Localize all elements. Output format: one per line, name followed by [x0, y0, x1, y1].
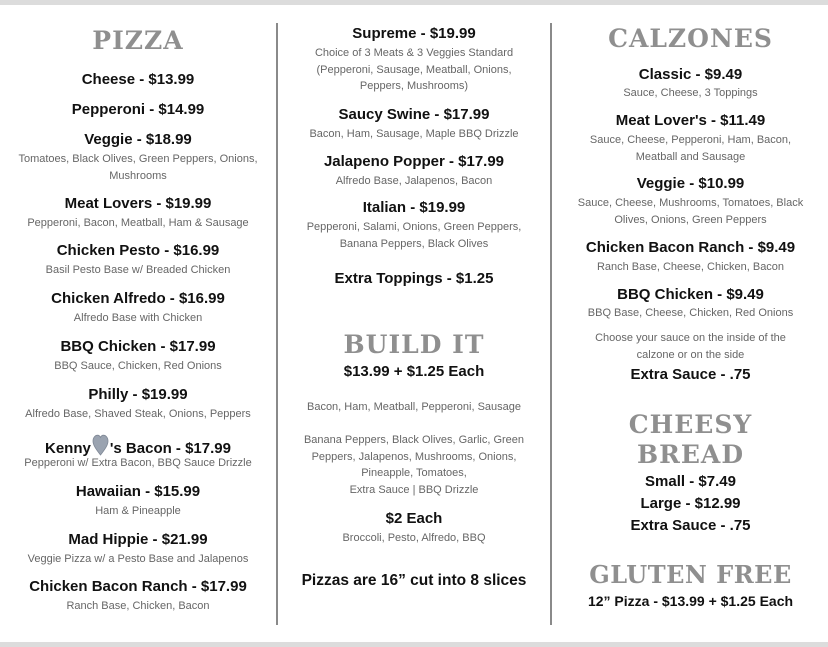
build-it-meats: Bacon, Ham, Meatball, Pepperoni, Sausage: [306, 401, 522, 413]
menu-item-desc: Basil Pesto Base w/ Breaded Chicken: [45, 264, 231, 276]
menu-item-name: Mad Hippie - $21.99: [68, 531, 208, 548]
menu-item-name: Chicken Bacon Ranch - $17.99: [29, 578, 247, 595]
menu-item-name: Italian - $19.99: [362, 199, 466, 216]
calzones-heading: CALZONES: [608, 24, 773, 53]
menu-item-name: BBQ Chicken - $9.49: [617, 286, 764, 303]
cheesy-bread-extra-sauce: Extra Sauce - .75: [630, 517, 751, 534]
pizza-size-note: Pizzas are 16” cut into 8 slices: [301, 572, 527, 589]
menu-item-desc: Alfredo Base with Chicken: [73, 312, 203, 324]
menu-item-name: Meat Lover's - $11.49: [615, 112, 766, 129]
menu-item-desc: Ham & Pineapple: [95, 505, 181, 517]
menu-item-desc: Sauce, Cheese, Mushrooms, Tomatoes, Black Olives, Onions, Green Peppers: [577, 197, 804, 226]
menu-item-name-part: 's Bacon - $17.99: [109, 440, 231, 457]
pizza-heading: PIZZA: [92, 26, 184, 55]
menu-item-name: Pepperoni - $14.99: [71, 101, 205, 118]
cheesy-bread-heading: CHEESY: [628, 410, 753, 439]
menu-item-name: Chicken Alfredo - $16.99: [51, 290, 225, 307]
menu-item-desc: Alfredo Base, Jalapenos, Bacon: [335, 175, 493, 187]
menu-item-name: Saucy Swine - $17.99: [338, 106, 490, 123]
cheesy-bread-heading: BREAD: [636, 440, 745, 469]
two-each-items: Broccoli, Pesto, Alfredo, BBQ: [342, 532, 486, 544]
menu-sheet: [0, 5, 828, 642]
build-it-heading: BUILD IT: [343, 330, 485, 359]
menu-item-desc: Choice of 3 Meats & 3 Veggies Standard (Pepperoni, Sausage, Meatball, Onions, Peppers, Mushrooms): [314, 47, 514, 92]
menu-item-desc: Pepperoni, Salami, Onions, Green Peppers, Banana Peppers, Black Olives: [306, 221, 522, 250]
menu-item-desc: Ranch Base, Cheese, Chicken, Bacon: [596, 261, 785, 273]
menu-item-name: Chicken Bacon Ranch - $9.49: [585, 239, 796, 256]
menu-item-name-part: Kenny: [45, 440, 91, 457]
build-it-sauces: Extra Sauce | BBQ Drizzle: [349, 484, 479, 496]
menu-item-desc: BBQ Sauce, Chicken, Red Onions: [54, 360, 222, 372]
menu-item-name: Supreme - $19.99: [352, 25, 476, 42]
menu-item-desc: Alfredo Base, Shaved Steak, Onions, Peppers: [25, 408, 251, 420]
menu-item-desc: Tomatoes, Black Olives, Green Peppers, Onions, Mushrooms: [18, 153, 258, 182]
gluten-free-heading: GLUTEN FREE: [589, 560, 792, 589]
menu-item-name: Classic - $9.49: [638, 66, 743, 83]
menu-item-name: Veggie - $18.99: [84, 131, 192, 148]
menu-item-name: Chicken Pesto - $16.99: [56, 242, 220, 259]
two-each-price: $2 Each: [385, 510, 443, 527]
calzone-extra-sauce: Extra Sauce - .75: [630, 366, 751, 383]
extra-toppings: Extra Toppings - $1.25: [334, 270, 494, 287]
column-divider: [550, 23, 552, 625]
build-it-price: $13.99 + $1.25 Each: [343, 363, 485, 380]
menu-item-desc: Sauce, Cheese, Pepperoni, Ham, Bacon, Meatball and Sausage: [589, 134, 792, 163]
gluten-free-price: 12” Pizza - $13.99 + $1.25 Each: [587, 593, 794, 609]
menu-item-name: Hawaiian - $15.99: [75, 483, 201, 500]
cheesy-bread-small: Small - $7.49: [645, 473, 736, 490]
sauce-note: Choose your sauce on the inside of the calzone or on the side: [595, 332, 786, 361]
menu-item-name: Philly - $19.99: [88, 386, 188, 403]
menu-item-desc: Bacon, Ham, Sausage, Maple BBQ Drizzle: [309, 128, 519, 140]
menu-item-name: BBQ Chicken - $17.99: [60, 338, 216, 355]
menu-item-desc: BBQ Base, Cheese, Chicken, Red Onions: [587, 307, 794, 319]
menu-item-desc: Veggie Pizza w/ a Pesto Base and Jalapenos: [27, 553, 249, 565]
menu-item-desc: Pepperoni, Bacon, Meatball, Ham & Sausage: [27, 217, 249, 229]
menu-item-name: Meat Lovers - $19.99: [64, 195, 212, 212]
build-it-veggies: Banana Peppers, Black Olives, Garlic, Green Peppers, Jalapenos, Mushrooms, Onions, Pineapple, Tomatoes,: [303, 434, 525, 479]
cheesy-bread-large: Large - $12.99: [640, 495, 741, 512]
menu-item-desc: Pepperoni w/ Extra Bacon, BBQ Sauce Drizzle: [24, 457, 252, 469]
menu-item-desc: Ranch Base, Chicken, Bacon: [66, 600, 210, 612]
menu-item-name: Veggie - $10.99: [636, 175, 745, 192]
menu-item-name: Cheese - $13.99: [81, 71, 195, 88]
menu-item-name: Jalapeno Popper - $17.99: [323, 153, 505, 170]
menu-item-desc: Sauce, Cheese, 3 Toppings: [623, 87, 758, 99]
